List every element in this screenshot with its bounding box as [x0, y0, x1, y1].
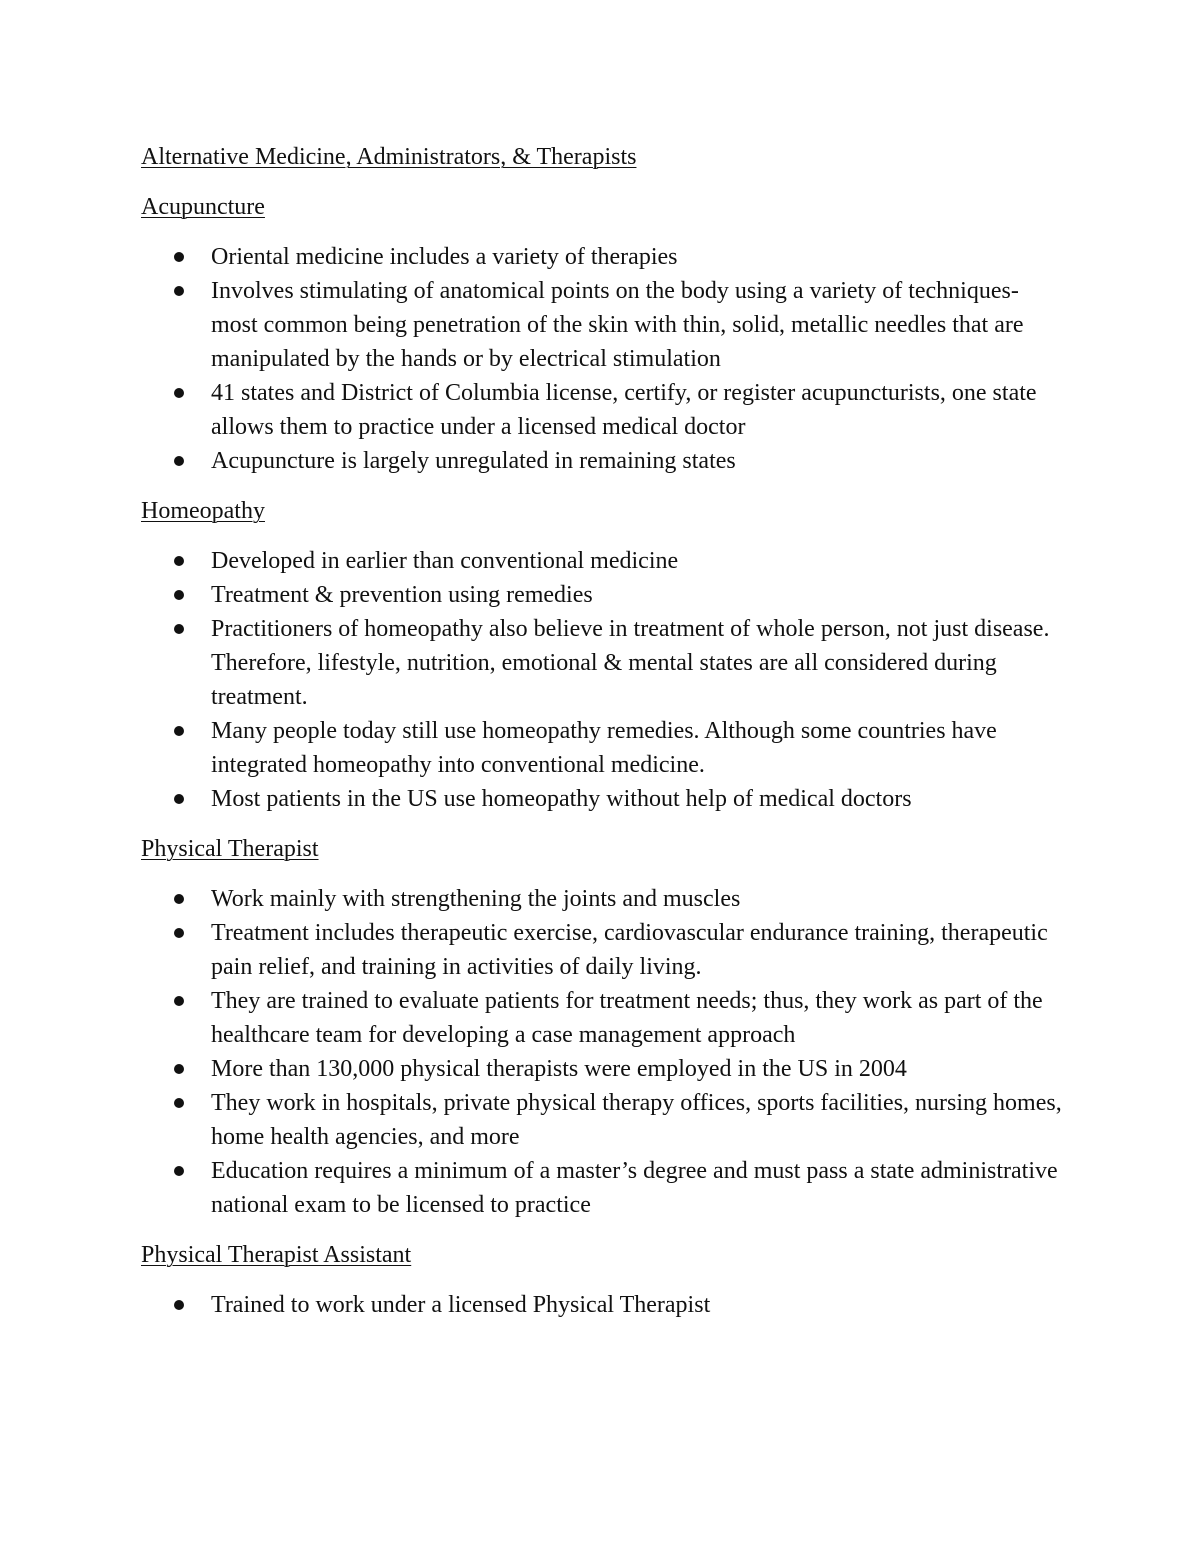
list-item [141, 544, 1071, 578]
section-heading: Physical Therapist Assistant [141, 1242, 412, 1268]
bullet-icon [174, 1098, 184, 1108]
bullet-list [141, 882, 1071, 1222]
bullet-icon [174, 590, 184, 600]
list-item-text: 41 states and District of Columbia license, certify, or register acupuncturists, one state allows them to practice under a licensed medical doctor [211, 380, 1037, 440]
list-item [141, 782, 1071, 816]
section-heading: Homeopathy [141, 498, 265, 524]
list-item [141, 1288, 1071, 1322]
bullet-icon [174, 1300, 184, 1310]
list-item [141, 444, 1071, 478]
bullet-icon [174, 556, 184, 566]
document-title: Alternative Medicine, Administrators, & Therapists [141, 144, 637, 170]
bullet-icon [174, 1064, 184, 1074]
section-physical-therapist-assistant [141, 1238, 1071, 1322]
list-item-text: They work in hospitals, private physical therapy offices, sports facilities, nursing homes, home health agencies, and more [211, 1090, 1062, 1150]
list-item [141, 376, 1071, 444]
list-item-text: Practitioners of homeopathy also believe in treatment of whole person, not just disease. Therefore, lifestyle, nutrition, emotional & mental states are all considered during treatment. [211, 616, 1050, 710]
list-item-text: More than 130,000 physical therapists were employed in the US in 2004 [211, 1056, 907, 1082]
list-item [141, 1052, 1071, 1086]
section-heading: Physical Therapist [141, 836, 319, 862]
bullet-icon [174, 1166, 184, 1176]
list-item [141, 714, 1071, 782]
list-item [141, 612, 1071, 714]
bullet-icon [174, 928, 184, 938]
bullet-icon [174, 252, 184, 262]
list-item-text: Treatment includes therapeutic exercise, cardiovascular endurance training, therapeutic pain relief, and training in activities of daily living. [211, 920, 1048, 980]
list-item [141, 274, 1071, 376]
bullet-icon [174, 456, 184, 466]
bullet-list [141, 240, 1071, 478]
list-item-text: Work mainly with strengthening the joints and muscles [211, 886, 741, 912]
list-item-text: Many people today still use homeopathy remedies. Although some countries have integrated homeopathy into conventional medicine. [211, 718, 997, 778]
document-page [141, 140, 1071, 1338]
bullet-icon [174, 388, 184, 398]
bullet-icon [174, 286, 184, 296]
section-acupuncture [141, 190, 1071, 478]
list-item-text: Trained to work under a licensed Physical Therapist [211, 1292, 711, 1318]
bullet-list [141, 544, 1071, 816]
list-item-text: Developed in earlier than conventional medicine [211, 548, 679, 574]
list-item [141, 984, 1071, 1052]
list-item-text: Treatment & prevention using remedies [211, 582, 593, 608]
list-item-text: Education requires a minimum of a master’s degree and must pass a state administrative national exam to be licensed to practice [211, 1158, 1058, 1218]
bullet-icon [174, 996, 184, 1006]
list-item-text: Acupuncture is largely unregulated in remaining states [211, 448, 736, 474]
list-item [141, 578, 1071, 612]
bullet-icon [174, 794, 184, 804]
section-heading: Acupuncture [141, 194, 265, 220]
list-item [141, 916, 1071, 984]
list-item-text: They are trained to evaluate patients for treatment needs; thus, they work as part of the healthcare team for developing a case management approach [211, 988, 1043, 1048]
list-item [141, 1086, 1071, 1154]
list-item [141, 240, 1071, 274]
list-item-text: Involves stimulating of anatomical points on the body using a variety of techniques- most common being penetration of the skin with thin, solid, metallic needles that are manipulated by the hands or by electrical stimulation [211, 278, 1024, 372]
list-item [141, 882, 1071, 916]
bullet-icon [174, 624, 184, 634]
bullet-icon [174, 894, 184, 904]
section-homeopathy [141, 494, 1071, 816]
bullet-icon [174, 726, 184, 736]
section-physical-therapist [141, 832, 1071, 1222]
list-item [141, 1154, 1071, 1222]
bullet-list [141, 1288, 1071, 1322]
list-item-text: Oriental medicine includes a variety of therapies [211, 244, 678, 270]
list-item-text: Most patients in the US use homeopathy without help of medical doctors [211, 786, 912, 812]
